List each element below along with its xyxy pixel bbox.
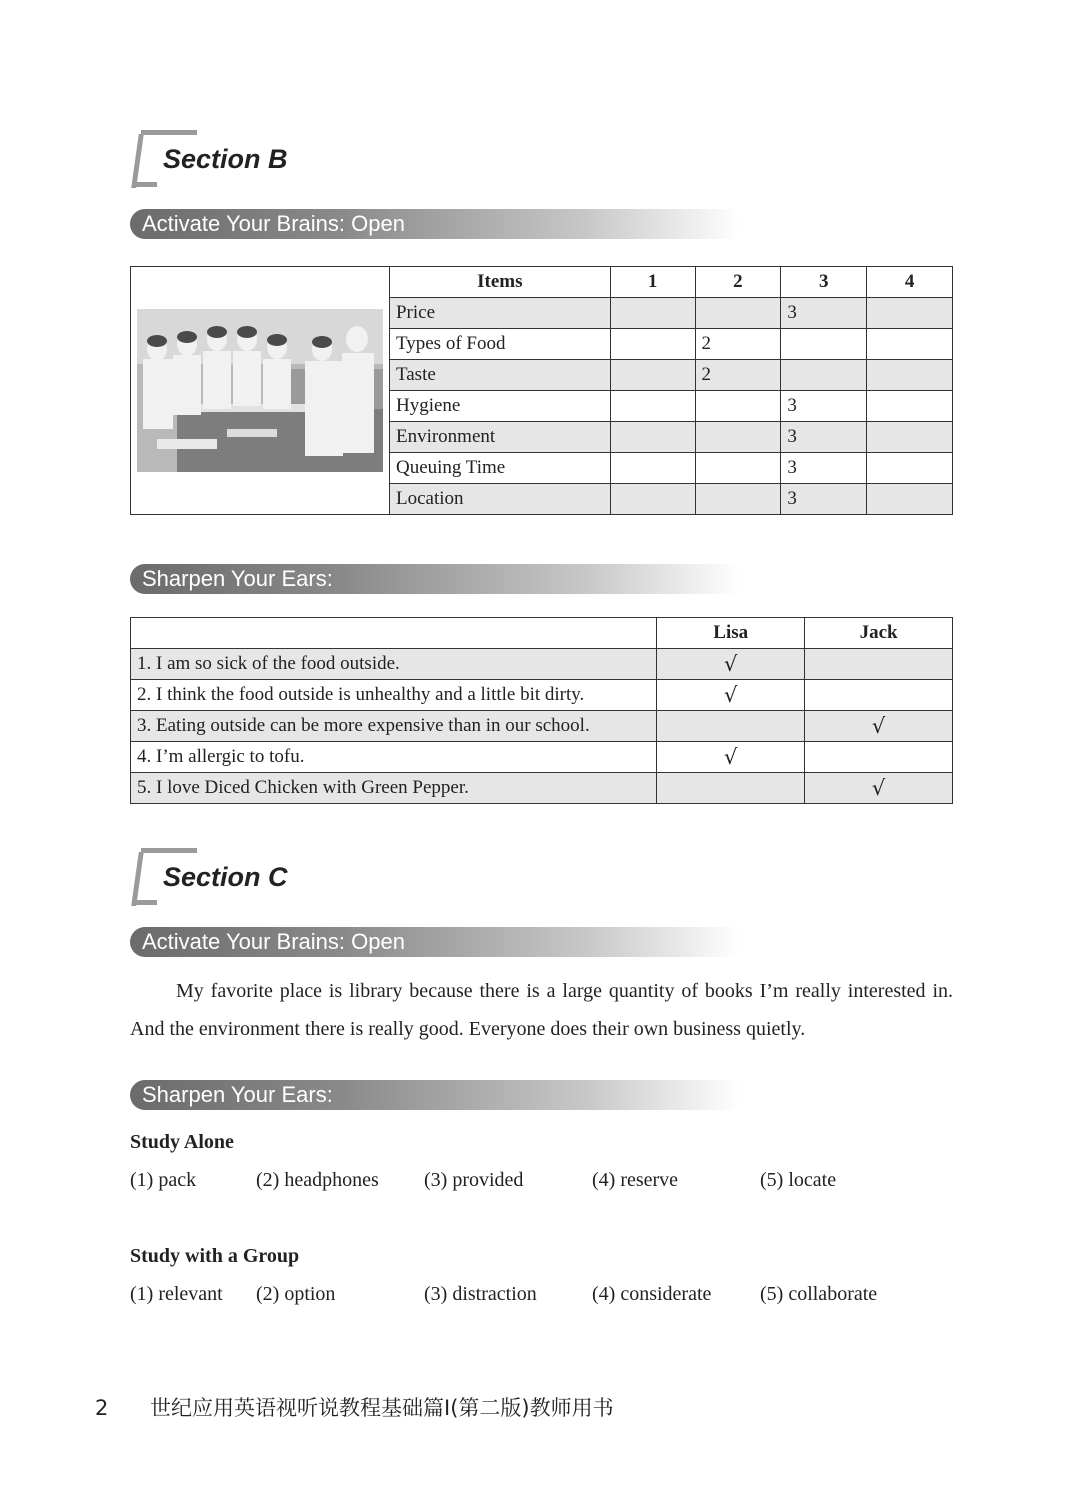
word-item: (5) collaborate [760, 1283, 878, 1305]
section-b-activate-bar: Activate Your Brains: Open [130, 209, 740, 239]
word-item: (1) pack [130, 1169, 197, 1191]
ratings-table [130, 266, 953, 515]
study-alone-label: Study Alone [130, 1131, 234, 1153]
ears-header-jack: Jack [805, 618, 953, 649]
word-item: (2) option [256, 1283, 336, 1305]
table-row: Hygiene 3 [131, 391, 953, 422]
page-number: 2 [95, 1396, 109, 1420]
header-1: 1 [610, 267, 695, 298]
check-mark: √ [805, 711, 953, 742]
word-item: (3) provided [424, 1169, 524, 1191]
answer-paragraph: My favorite place is library because there is a large quantity of books I’m really interested in. And the environment there is really good. Everyone does their own business quietly. [130, 980, 953, 1040]
word-item: (3) distraction [424, 1283, 537, 1305]
word-item: (4) reserve [592, 1169, 679, 1191]
check-mark: √ [657, 742, 805, 773]
table-row: 2. I think the food outside is unhealthy and a little bit dirty. √ [131, 680, 953, 711]
table-row: 5. I love Diced Chicken with Green Pepper. √ [131, 773, 953, 804]
table-row: Location 3 [131, 484, 953, 515]
page-footer [95, 1392, 614, 1422]
word-item: (1) relevant [130, 1283, 223, 1305]
section-b-title: Section B [163, 144, 288, 174]
check-mark [805, 649, 953, 680]
study-group-label: Study with a Group [130, 1245, 300, 1267]
ears-header-statement [131, 618, 657, 649]
check-mark [805, 742, 953, 773]
section-b-sharpen-bar: Sharpen Your Ears: [130, 564, 740, 594]
section-c-title: Section C [163, 862, 288, 892]
table-row: Environment 3 [131, 422, 953, 453]
section-c-activate-bar: Activate Your Brains: Open [130, 927, 740, 957]
header-3: 3 [781, 267, 867, 298]
check-mark: √ [805, 773, 953, 804]
ears-header-lisa: Lisa [657, 618, 805, 649]
section-b-heading [133, 130, 433, 190]
word-item: (2) headphones [256, 1169, 379, 1191]
word-item: (4) considerate [592, 1283, 712, 1305]
word-item: (5) locate [760, 1169, 837, 1191]
check-mark [657, 711, 805, 742]
canteen-photo [137, 309, 383, 472]
section-c-sharpen-bar: Sharpen Your Ears: [130, 1080, 740, 1110]
header-4: 4 [867, 267, 953, 298]
table-row: Queuing Time 3 [131, 453, 953, 484]
check-mark [657, 773, 805, 804]
table-row: Types of Food 2 [131, 329, 953, 360]
canteen-photo-cell [131, 267, 390, 515]
book-title: 世纪应用英语视听说教程基础篇I(第二版)教师用书 [150, 1396, 614, 1420]
study-alone-words [130, 1169, 953, 1199]
header-2: 2 [695, 267, 781, 298]
table-row: 1. I am so sick of the food outside. √ [131, 649, 953, 680]
table-row: 3. Eating outside can be more expensive than in our school. √ [131, 711, 953, 742]
table-row: Taste 2 [131, 360, 953, 391]
check-mark: √ [657, 649, 805, 680]
header-items: Items [389, 267, 610, 298]
check-mark: √ [657, 680, 805, 711]
check-mark [805, 680, 953, 711]
table-row: Price 3 [131, 298, 953, 329]
section-c-heading [133, 848, 433, 908]
ears-table [130, 617, 953, 804]
study-group-words [130, 1283, 953, 1313]
table-row: 4. I’m allergic to tofu. √ [131, 742, 953, 773]
